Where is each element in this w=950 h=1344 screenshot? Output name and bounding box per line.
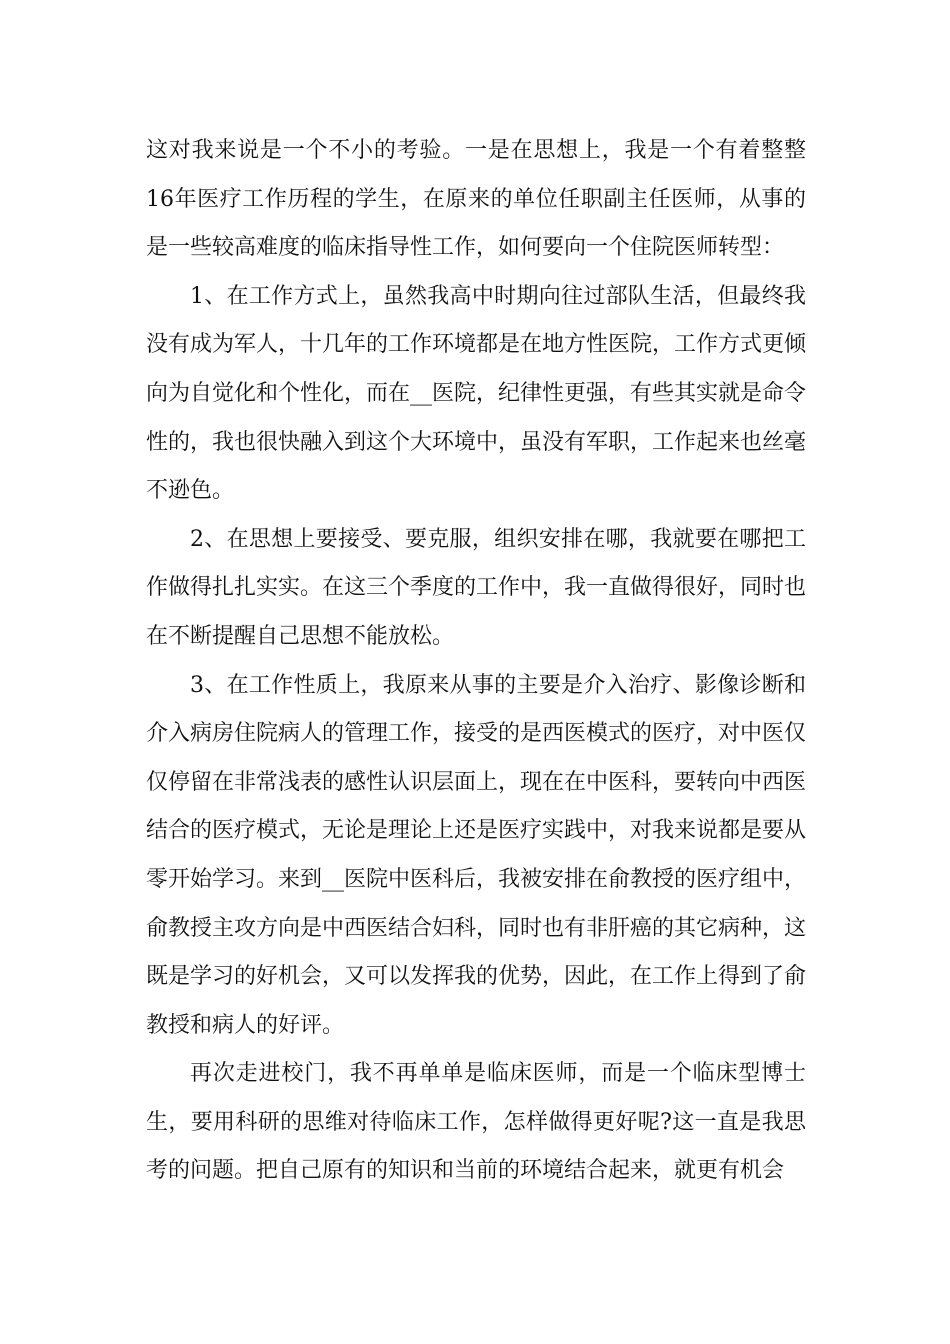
document-body — [146, 127, 806, 1196]
paragraph-item-3: 3、在工作性质上，我原来从事的主要是介入治疗、影像诊断和介入病房住院病人的管理工作，接受的是西医模式的医疗，对中医仅仅停留在非常浅表的感性认识层面上，现在在中医科，要转向中西医结合的医疗模式，无论是理论上还是医疗实践中，对我来说都是要从零开始学习。来到__医院中医科后，我被安排在俞教授的医疗组中，俞教授主攻方向是中西医结合妇科，同时也有非肝癌的其它病种，这既是学习的好机会，又可以发挥我的优势，因此，在工作上得到了俞教授和病人的好评。 — [146, 672, 807, 1038]
paragraph-item-1: 1、在工作方式上，虽然我高中时期向往过部队生活，但最终我没有成为军人，十几年的工作环境都是在地方性医院，工作方式更倾向为自觉化和个性化，而在__医院，纪律性更强，有些其实就是命令性的，我也很快融入到这个大环境中，虽没有军职，工作起来也丝毫不逊色。 — [146, 283, 807, 504]
paragraph-closing: 再次走进校门，我不再单单是临床医师，而是一个临床型博士生，要用科研的思维对待临床工作，怎样做得更好呢?这一直是我思考的问题。把自己原有的知识和当前的环境结合起来，就更有机会 — [146, 1061, 806, 1184]
paragraph-item-2: 2、在思想上要接受、要克服，组织安排在哪，我就要在哪把工作做得扎扎实实。在这三个季度的工作中，我一直做得很好，同时也在不断提醒自己思想不能放松。 — [146, 526, 807, 649]
paragraph-continuation: 这对我来说是一个不小的考验。一是在思想上，我是一个有着整整16年医疗工作历程的学生，在原来的单位任职副主任医师，从事的是一些较高难度的临床指导性工作，如何要向一个住院医师转型： — [146, 138, 806, 261]
